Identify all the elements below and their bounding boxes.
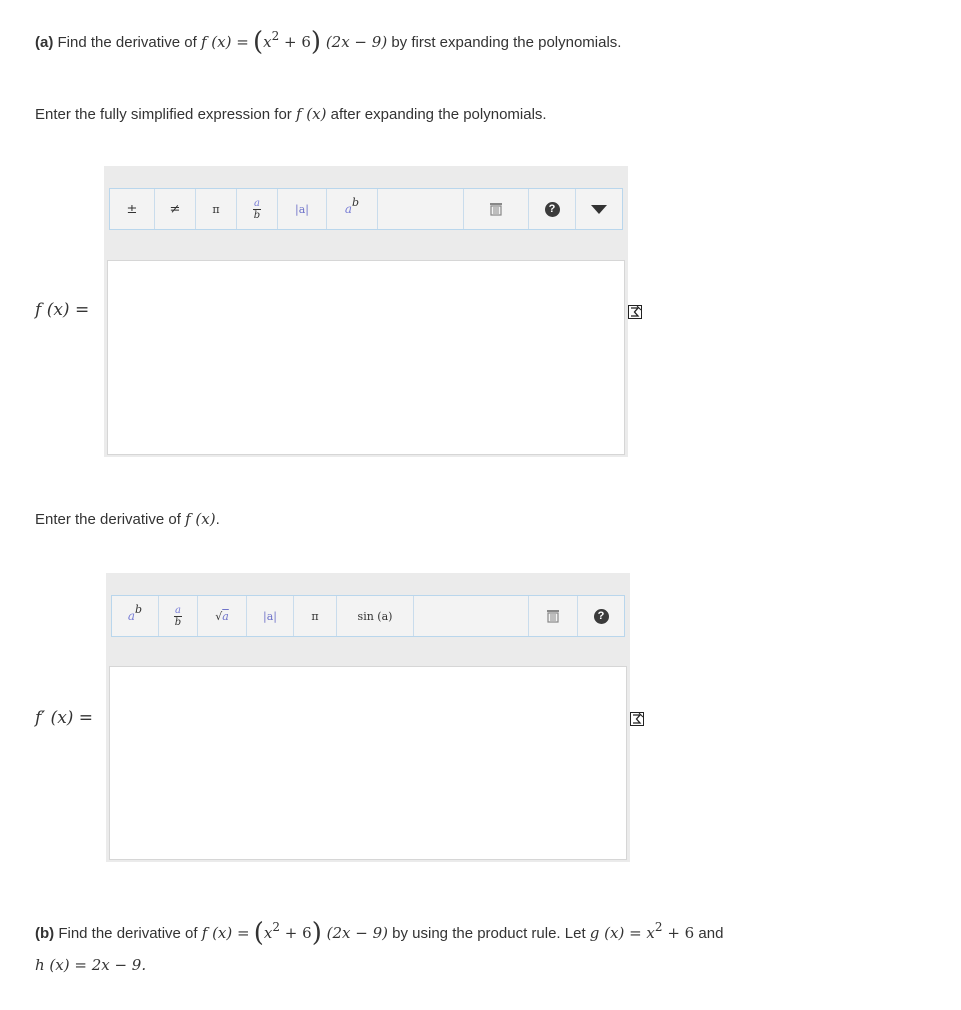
part-b-prompt: (b) Find the derivative of f $(x) = (x^2 + 6) (2x - 9)$ by using the product rule. Let g $(x) = x^2 + 6$ and — [35, 918, 724, 948]
answer-label-fx: f (x) = — [35, 300, 90, 320]
help-icon[interactable]: ? — [578, 596, 624, 636]
math-editor-derivative — [106, 573, 630, 862]
exponent-button[interactable]: $a^b$ — [112, 596, 159, 636]
trash-icon[interactable] — [529, 596, 578, 636]
fraction-button[interactable]: $\frac{a}{b}$ — [237, 189, 278, 229]
part-b-gx: g $(x) = x^2 + 6$ — [589, 920, 695, 942]
answer-label-fprime: f′ (x) = — [35, 708, 94, 728]
absolute-value-button[interactable]: |a| — [278, 189, 327, 229]
instruction-derivative: Enter the derivative of f (x). — [35, 510, 220, 528]
plus-minus-button[interactable]: ± — [110, 189, 155, 229]
part-b-hx: h (x) = 2x − 9. — [35, 956, 147, 974]
sigma-equation-icon[interactable] — [628, 305, 642, 319]
sigma-equation-icon[interactable] — [630, 712, 644, 726]
sine-button[interactable]: sin (a) — [337, 596, 414, 636]
part-a-text-after: by first expanding the polynomials. — [391, 34, 622, 51]
answer-input-expanded[interactable] — [107, 260, 625, 455]
pi-button[interactable]: π — [196, 189, 237, 229]
pi-button[interactable]: π — [294, 596, 337, 636]
help-icon[interactable]: ? — [529, 189, 576, 229]
answer-input-derivative[interactable] — [109, 666, 627, 860]
instruction-fx: f (x) — [295, 105, 327, 123]
absolute-value-button[interactable]: |a| — [247, 596, 294, 636]
fraction-button[interactable]: $\frac{a}{b}$ — [159, 596, 198, 636]
sqrt-button[interactable]: √ a — [198, 596, 247, 636]
editor-toolbar-2 — [111, 595, 625, 637]
part-a-expression: $(x^2 + 6) (2x - 9)$ — [252, 27, 388, 57]
part-a-text-before: Find the derivative of — [57, 34, 197, 51]
part-a-prompt — [35, 27, 622, 57]
part-a-label: (a) — [35, 34, 54, 51]
part-b-expression: $(x^2 + 6) (2x - 9)$ — [253, 918, 388, 948]
part-b-label: (b) — [35, 925, 55, 942]
part-b-hx-line — [35, 954, 146, 977]
part-b-fx: f (x) = — [201, 924, 250, 942]
editor-toolbar — [109, 188, 623, 230]
exponent-button[interactable]: $a^b$ — [327, 189, 378, 229]
not-equal-button[interactable]: ≠ — [155, 189, 196, 229]
part-a-fx: f (x) = — [200, 33, 249, 51]
instruction-expand: Enter the fully simplified expression for f (x) after expanding the polynomials. — [35, 105, 547, 123]
trash-icon[interactable] — [464, 189, 529, 229]
instruction2-fx: f (x) — [185, 510, 216, 528]
caret-down-icon[interactable] — [576, 189, 622, 229]
math-editor-expanded — [104, 166, 628, 457]
